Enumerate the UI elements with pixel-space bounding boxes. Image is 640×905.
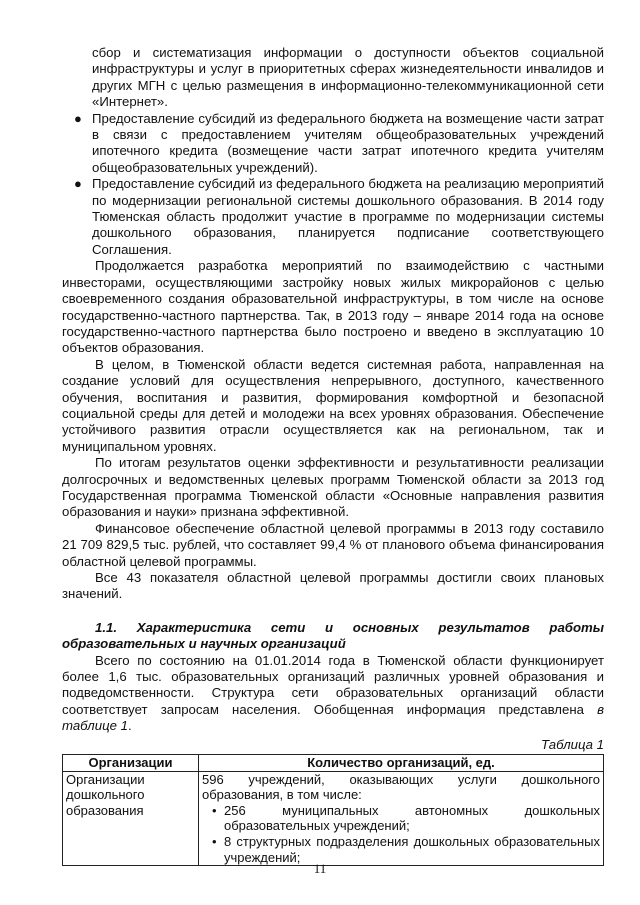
paragraph: Финансовое обеспечение областной целевой программы в 2013 году составило 21 709 829,5 тыс. рублей, что составляет 99,4 % от планового объема финансирования областной целевой программы.: [62, 520, 604, 569]
table-cell-organization: Организации дошкольного образования: [63, 771, 199, 866]
bullet-text: Предоставление субсидий из федерального бюджета на возмещение части затрат в связи с предоставлением учителям общеобразовательных учреждений ипотечного кредита (возмещение части затрат ипотечного кредита учителям общеобразовательных учреждений).: [92, 110, 604, 175]
page-content: [62, 45, 604, 866]
bullet-icon: •: [212, 802, 217, 818]
paragraph: В целом, в Тюменской области ведется системная работа, направленная на создание условий для осуществления непрерывного, доступного, качественного обучения, воспитания и развития, формирования комфортной и безопасной социальной среды для детей и молодежи на всех уровнях образования. Обеспечение устойчивого развития отрасли осуществляется как на региональном, так и муниципальном уровнях.: [62, 356, 604, 454]
cell-bullet-text: 8 структурных подразделения дошкольных образовательных учреждений;: [224, 834, 600, 865]
page-number: 11: [313, 861, 327, 876]
paragraph-text: Всего по состоянию на 01.01.2014 года в Тюменской области функционирует более 1,6 тыс. образовательных организаций различных уровней образования и подведомственности. Структура сети образовательных организаций области соответствует запросам населения. Обобщенная информация представлена: [62, 652, 604, 717]
continued-list-item: сбор и систематизация информации о доступности объектов социальной инфраструктуры и услуг в приоритетных сферах жизнедеятельности инвалидов и других МГН с целью размещения в информационно-телекоммуникационной сети «Интернет».: [92, 45, 604, 110]
paragraph: По итогам результатов оценки эффективности и результативности реализации долгосрочных и ведомственных целевых программ Тюменской области за 2013 год Государственная программа Тюменской области «Основные направления развития образования и науки» признана эффективной.: [62, 455, 604, 520]
paragraph-text-end: .: [127, 718, 132, 734]
paragraph: [62, 653, 604, 735]
section-heading: 1.1. Характеристика сети и основных результатов работы образовательных и научных организаций: [62, 619, 604, 652]
paragraph: Все 43 показателя областной целевой программы достигли своих плановых значений.: [62, 570, 604, 602]
table-reference: в таблице 1: [62, 701, 604, 734]
paragraph: Продолжается разработка мероприятий по взаимодействию с частными инвесторами, осуществляющими застройку новых жилых микрорайонов с целью своевременного создания образовательной инфраструктуры, в том числе на основе государственно-частного партнерства. Так, в 2013 году – январе 2014 года на основе государственно-частного партнерства было построено и введено в эксплуатацию 10 объектов образования.: [62, 258, 604, 356]
cell-bullet-text: 256 муниципальных автономных дошкольных образовательных учреждений;: [224, 802, 600, 834]
bullet-icon: •: [212, 834, 217, 850]
cell-text: 596 учреждений, оказывающих услуги дошкольного образования, в том числе:: [202, 771, 600, 803]
bullet-item: [62, 111, 604, 177]
table-header-row: [63, 755, 604, 772]
table-row: [63, 771, 604, 866]
bullet-icon: ●: [74, 110, 82, 126]
bullet-icon: ●: [74, 176, 82, 192]
table-cell-count: [199, 771, 604, 866]
table-header-count: Количество организаций, ед.: [199, 755, 604, 772]
organizations-table: [62, 754, 604, 866]
cell-bullet-item: [202, 803, 600, 834]
bullet-text: Предоставление субсидий из федерального бюджета на реализацию мероприятий по модернизации региональной системы дошкольного образования. В 2014 году Тюменская область продолжит участие в программе по модернизации системы дошкольного образования, планируется подписание соответствующего Соглашения.: [92, 176, 604, 257]
table-caption: Таблица 1: [540, 736, 604, 752]
table-header-organizations: Организации: [63, 755, 199, 772]
spacer: [62, 603, 604, 620]
bullet-item: [62, 176, 604, 258]
